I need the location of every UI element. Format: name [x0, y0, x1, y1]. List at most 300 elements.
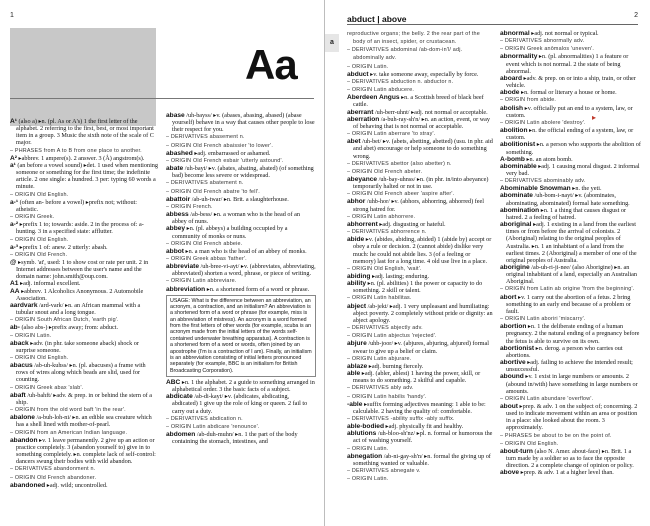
entry-note: – DERIVATIVES abjectly adv.: [347, 325, 423, 332]
column-left: [10, 118, 158, 489]
dictionary-entry: [10, 118, 158, 147]
entry-subline: [347, 190, 493, 198]
dictionary-entry: [347, 236, 493, 265]
dictionary-entry: [500, 264, 642, 285]
headword: abortionist: [500, 344, 535, 352]
definition: /ab-uh-ri-ji-nee/ (also Aborigine) ▸n. an original inhabitant of a land, especially an Australian Aboriginal.: [506, 264, 637, 286]
dictionary-entry: [166, 393, 316, 414]
entry-note: – DERIVATIVES abasement n.: [166, 134, 245, 141]
entry-subline: [10, 384, 158, 392]
entry-subline: [347, 324, 493, 332]
entry-note: – DERIVATIVES abdominal /ab-dom-in'l/ adj. abdominally adv.: [347, 47, 463, 62]
dictionary-entry: [10, 437, 158, 466]
headword: abnegation: [347, 452, 383, 460]
entry-subline: [500, 432, 642, 440]
definition: /uh-bree-vi-ayt/ ▸v. (abbreviates, abbreviating, abbreviated) shorten a word, phrase, or piece of writing.: [172, 263, 316, 278]
section-letters: Aa: [245, 41, 297, 88]
headword: about-turn: [500, 447, 533, 455]
headword: Aberdeen Angus: [347, 94, 400, 102]
definition: ▸adj. not normal or typical.: [531, 30, 599, 37]
definition: /uh-bet/ ▸v. (abets, abetting, abetted) (usu. in phr. aid and abet) encourage or help someone to do something wrong.: [353, 138, 493, 160]
entry-subline: [166, 415, 316, 423]
headword: A²: [10, 154, 17, 162]
definition: /uh-bayt/ ▸v. (abates, abating, abated) (of something bad) become less severe or widespread.: [172, 165, 314, 180]
definition: ▸n. an atom bomb.: [526, 155, 573, 163]
entry-note: – ORIGIN Old French abatre 'to fell'.: [166, 188, 260, 195]
headword: abbreviation: [166, 285, 206, 293]
dictionary-entry: [347, 198, 493, 212]
entry-subline: [500, 177, 642, 185]
entry-note: – DERIVATIVES abduction n. abductor n.: [347, 78, 454, 85]
dictionary-entry: [166, 248, 316, 255]
right-page: [325, 0, 650, 526]
dictionary-entry: [166, 112, 316, 133]
definition: ▸abbrev. 1 ampere(s). 2 answer. 3 (Å) angstrom(s).: [18, 154, 145, 162]
headword: abattoir: [166, 195, 191, 203]
definition: ▸n. a person who supports the abolition of something.: [506, 141, 641, 156]
entry-note: – ORIGIN Latin habilis 'handy'.: [347, 393, 427, 400]
entry-subline: [347, 213, 493, 221]
entry-subline: [10, 251, 158, 259]
column-left: [347, 30, 493, 483]
dictionary-entry: [347, 370, 493, 384]
entry-subline: [347, 228, 493, 236]
entry-note: – ORIGIN Latin abhorrere.: [347, 213, 416, 220]
headword: A-bomb: [500, 155, 525, 163]
definition: ▸adv. & prep. on or into a ship, train, or other vehicle.: [506, 74, 636, 90]
headword: abhorrent: [347, 220, 378, 228]
definition: /a-buh-ray-sh'n/ ▸n. an action, event, or way of behaving that is not normal or acceptable.: [353, 115, 490, 130]
entry-subline: [166, 203, 316, 211]
entry-note: – ORIGIN Latin abjectus 'rejected'.: [347, 333, 437, 340]
entry-note: – ORIGIN Old French abandoner.: [10, 474, 97, 481]
dictionary-entry: [10, 414, 158, 428]
dictionary-entry: [347, 363, 493, 370]
definition: ▸v. (abides, abiding, abided) 1 (abide by) accept or obey a rule or decision. 2 (cannot abide) dislike very much: he could not abide lies. 3 (of a feeling or memory) last for a long time. 4 old use live in a place.: [353, 236, 492, 265]
definition: /a-buh-loh-ni/ ▸n. an edible sea creature which has a shell lined with mother-of-pearl.: [16, 414, 152, 429]
entry-note: – ORIGIN Old French esbair 'utterly astound'.: [166, 157, 284, 164]
definition: ▸v. take someone away, especially by force.: [370, 70, 479, 78]
headword: abolish: [500, 104, 524, 112]
entry-note: – ORIGIN Old French abbeie.: [166, 240, 243, 247]
definition: /ard-vark/ ▸n. an African mammal with a tubular snout and a long tongue.: [16, 301, 141, 317]
dictionary-entry: [166, 150, 316, 157]
definition: ▸n. a shortened form of a word or phrase.: [206, 285, 310, 293]
entry-subline: [10, 191, 158, 199]
page-number: 1: [10, 12, 14, 19]
entry-note: – ORIGIN French.: [166, 203, 213, 210]
dictionary-entry: [500, 105, 642, 119]
headword: able-bodied: [347, 423, 384, 431]
definition: ▸prep. & adv. 1 at a higher level than.: [520, 469, 614, 477]
dictionary-entry: [347, 176, 493, 190]
dictionary-entry: [500, 469, 642, 476]
definition: ▸n. 1 a thing that causes disgust or hatred. 2 a feeling of hatred.: [506, 206, 627, 221]
definition: /uh-bloo-sh'nz/ ▸pl. n. formal or humorous the act of washing yourself.: [353, 430, 493, 445]
definition: /uh-berr-uhnt/ ▸adj. not normal or acceptable.: [374, 108, 488, 116]
headword: AA: [10, 287, 20, 295]
entry-note: – ORIGIN Greek abax 'slab'.: [10, 384, 84, 391]
page-number: 2: [634, 12, 638, 19]
dictionary-entry: [10, 155, 158, 162]
dictionary-entry: [500, 53, 642, 74]
entry-subline: [500, 285, 642, 293]
headword: abject: [347, 302, 367, 310]
dictionary-entry: [166, 286, 316, 293]
entry-subline: [10, 465, 158, 473]
definition: ▸adj. (abler, ablest) 1 having the power, skill, or means to do something. 2 skilful and capable.: [353, 370, 481, 385]
definition: ▸v. officially put an end to a system, law, or custom.: [506, 104, 633, 119]
definition: /uhb-hor/ ▸v. (abhors, abhorring, abhorred) feel strong hatred for.: [353, 198, 485, 213]
definition: (an before a vowel sound) ▸det. 1 used when mentioning someone or something for the first time; the indefinite article. 2 one single: a hundred. 3 per: typing 60 words a minute.: [16, 161, 158, 191]
entry-subline: [166, 255, 316, 263]
entry-subline: [347, 168, 493, 176]
dictionary-entry: [10, 324, 158, 331]
dictionary-entry: [166, 211, 316, 225]
headword: abbess: [166, 211, 189, 219]
dictionary-entry: [10, 199, 158, 213]
entry-subline: [500, 45, 642, 53]
definition: ▸n. derog. a person who carries out abortions.: [506, 344, 623, 359]
entry-note: – ORIGIN Greek abbas 'father'.: [166, 255, 247, 262]
definition: /ab-ni-gay-sh'n/ ▸n. formal the giving up of something wanted or valuable.: [353, 452, 491, 467]
entry-subline: [166, 142, 316, 150]
definition: /ab-jekt/ ▸adj. 1 very unpleasant and humiliating: abject poverty. 2 completely without pride or dignity: an abject apology.: [353, 302, 493, 324]
entry-subline: [10, 236, 158, 244]
headword: aboriginal: [500, 221, 532, 229]
definition: ▸adv. (in phr. take someone aback) shock or surprise someone.: [16, 339, 139, 354]
definition: (also a) ▸n. (pl. As or A's) 1 the first letter of the alphabet. 2 referring to the first, best, or most important item in a group. 3 Music the sixth note of the scale of C major.: [16, 118, 154, 147]
headword: able: [347, 370, 361, 378]
dictionary-entry: [10, 482, 158, 489]
dictionary-entry: [10, 244, 158, 251]
definition: ▸adj. physically fit and healthy.: [385, 423, 464, 431]
entry-subline: [347, 130, 493, 138]
entry-note: – ORIGIN Old French abeer 'aspire after'.: [347, 191, 455, 198]
dictionary-entry: [347, 94, 493, 108]
dictionary-entry: [500, 141, 642, 155]
headword: abnormality: [500, 53, 538, 61]
entry-subline: [10, 213, 158, 221]
definition: ▸n. a Scottish breed of black beef cattle.: [353, 94, 484, 109]
dictionary-entry: [347, 423, 493, 430]
definition: ▸n. a man who is the head of an abbey of monks.: [185, 247, 307, 255]
headword: abbey: [166, 225, 186, 233]
definition: ▸symb. 'at', used: 1 to show cost or rate per unit. 2 in Internet addresses between the user's name and the domain name: john.smith@oup.com.: [16, 258, 149, 281]
entry-subline: [347, 86, 493, 94]
dictionary-entry: [500, 345, 642, 359]
dictionary-entry: [10, 162, 158, 191]
entry-subline: [166, 423, 316, 431]
entry-subline: [10, 474, 158, 482]
dictionary-entry: [166, 225, 316, 239]
entry-note: – ORIGIN Old French.: [10, 251, 68, 258]
entry-note: – PHRASES from A to B from one place to another.: [10, 147, 142, 154]
definition: /uh-bom-i-nayt/ ▸v. (abominates, abominating, abominated) formal hate something.: [506, 192, 630, 207]
headword: abandoned: [10, 481, 46, 489]
entry-subline: [10, 147, 158, 155]
entry-note: – DERIVATIVES abandonment n.: [10, 466, 96, 473]
definition: (often an- before a vowel) ▸prefix not; without: atheistic.: [16, 198, 137, 213]
dictionary-entry: [347, 138, 493, 159]
definition: ▸n. the yeti.: [572, 185, 602, 193]
headword: A¹: [10, 118, 17, 125]
definition: ▸adj. lasting; enduring.: [372, 273, 430, 280]
entry-note: – ORIGIN Old English.: [10, 236, 69, 243]
entry-note: – ORIGIN Latin.: [10, 332, 52, 339]
headword: abase: [166, 112, 185, 119]
headword: abaft: [10, 391, 26, 399]
headword: aboard: [500, 74, 522, 82]
entry-note: – ORIGIN Old French abaissier 'to lower'.: [166, 142, 274, 149]
dictionary-entry: [10, 259, 158, 280]
entry-note: – ORIGIN Latin abducere.: [347, 87, 415, 94]
entry-note: – DERIVATIVES abnegate v.: [347, 468, 421, 475]
dictionary-entry: [347, 221, 493, 228]
guide-words: abduct | above: [347, 14, 407, 24]
definition: ▸adj. 1 causing moral disgust. 2 informal very bad.: [506, 162, 640, 177]
entries-bottom: [166, 379, 316, 445]
definition: ▸prefix 1 to; towards: aside. 2 in the process of: a-hunting. 3 in a specified state: afflutter.: [16, 221, 144, 236]
dictionary-entry: [500, 185, 642, 192]
dictionary-entry: [500, 403, 642, 432]
dictionary-entry: [10, 392, 158, 406]
headword: aberrant: [347, 108, 374, 116]
headword: about: [500, 402, 518, 410]
definition: ▸adj. informal excellent.: [19, 280, 81, 288]
dictionary-entry: [500, 323, 642, 344]
entry-note: – DERIVATIVES ably adv.: [347, 385, 414, 392]
headword: abeyance: [347, 175, 378, 183]
dictionary-entry: [347, 280, 493, 294]
dictionary-entry: [10, 362, 158, 383]
entry-note: – ORIGIN from the old word baft 'in the rear'.: [10, 407, 126, 414]
headword: abet: [347, 138, 361, 146]
definition: ▸n. (pl. abnormalities) 1 a feature or event which is not normal. 2 the state of being abnormal.: [506, 53, 629, 75]
dictionary-entry: [166, 379, 316, 393]
entry-note: – ORIGIN Old English, 'wait'.: [347, 265, 422, 272]
headword: abashed: [166, 149, 193, 157]
headword: abolition: [500, 127, 528, 135]
definition: ▸adj. failing to achieve the intended result; unsuccessful.: [506, 359, 633, 374]
header-rule: [347, 24, 638, 25]
headword: Abominable Snowman: [500, 185, 571, 193]
entry-note: – ORIGIN Latin aberrare 'to stray'.: [347, 131, 436, 138]
dictionary-entry: [10, 288, 158, 302]
column-right: [166, 112, 316, 445]
entry-subline: [166, 133, 316, 141]
entry-subline: [347, 355, 493, 363]
dictionary-entry: [347, 109, 493, 116]
dictionary-entry: [500, 207, 642, 221]
headword: ablaze: [347, 362, 368, 370]
headword: abdomen: [166, 430, 196, 438]
dictionary-entry: [500, 294, 642, 315]
entry-note: – ORIGIN Old English.: [10, 355, 69, 361]
entry-subline: [166, 157, 316, 165]
entry-subline: [347, 63, 493, 71]
entry-note: – PHRASES be about to be on the point of.: [500, 432, 612, 439]
headword: abbreviate: [166, 263, 199, 271]
dictionary-entry: [347, 340, 493, 354]
headword: abalone: [10, 414, 35, 422]
dictionary-entry: [347, 453, 493, 467]
cursor-mark-icon: ▸: [592, 113, 597, 122]
headword: abort: [500, 293, 517, 301]
dictionary-entry: [500, 192, 642, 206]
entry-subline: [347, 294, 493, 302]
definition: ▸abbrev. 1 Alcoholics Anonymous. 2 Automobile Association.: [16, 287, 144, 302]
entry-subline: [347, 30, 493, 46]
definition: ▸adj. disgusting or hateful.: [379, 220, 446, 228]
entry-subline: [347, 265, 493, 273]
definition: ▸n. the official ending of a system, law, or custom.: [506, 127, 634, 142]
definition: ▸n. 1 the deliberate ending of a human pregnancy. 2 the natural ending of a pregnancy before the fetus is able to survive on its own.: [506, 323, 640, 345]
definition: ▸suffix forming adjectives meaning: 1 able to be: calculable. 2 having the quality of: comfortable.: [353, 400, 486, 415]
headword: abound: [500, 373, 524, 381]
entries-top: [166, 112, 316, 293]
entry-subline: [347, 46, 493, 62]
headword: a-³: [10, 243, 19, 251]
definition: /ab-bess/ ▸n. a woman who is the head of an abbey of nuns.: [172, 211, 300, 226]
dictionary-entry: [347, 430, 493, 444]
entry-subline: [10, 332, 158, 340]
headword: a¹: [10, 161, 16, 169]
dictionary-entry: [10, 280, 158, 287]
entry-note: – DERIVATIVES abettor (also abetter) n.: [347, 160, 452, 167]
headword: abduct: [347, 70, 369, 78]
dictionary-entry: [500, 30, 642, 37]
headword: above: [500, 469, 520, 477]
definition: ▸prep. & adv. 1 on the subject of; concerning. 2 used to indicate movement within an area or position in a place: she looked about the room. 3 approximately.: [506, 402, 638, 432]
entry-note: – ORIGIN South African Dutch, 'earth pig'.: [10, 317, 119, 324]
entry-subline: [500, 395, 642, 403]
entry-note: – DERIVATIVES abatement n.: [166, 180, 244, 187]
dictionary-entry: [500, 373, 642, 394]
entry-note: – ORIGIN Latin abbreviare.: [166, 278, 237, 285]
section-decoration: [10, 28, 156, 126]
headword: @: [10, 258, 17, 266]
definition: /uh-bahft/ ▸adv. & prep. in or behind the stern of a ship.: [16, 391, 153, 406]
dictionary-entry: [500, 448, 642, 469]
definition: ▸adj. embarrassed or ashamed.: [194, 149, 271, 157]
entry-subline: [347, 393, 493, 401]
entry-note: – ORIGIN from abide.: [500, 97, 557, 104]
dictionary-entry: [500, 221, 642, 264]
headword: abjure: [347, 340, 367, 348]
dictionary-entry: [166, 165, 316, 179]
definition: /uh-bayss/ ▸v. (abases, abasing, abased) (abase yourself) behave in a way that causes other people to lose their respect for you.: [172, 112, 315, 134]
entry-subline: [347, 475, 493, 483]
headword: abiding: [347, 273, 371, 280]
definition: ▸n. 1 the alphabet. 2 a guide to something arranged in alphabetical order. 3 the basic facts of a subject.: [172, 378, 315, 394]
headword: ability: [347, 280, 367, 288]
definition: (also abs-) ▸prefix away; from: abduct.: [21, 324, 119, 332]
headword: abortive: [500, 359, 526, 367]
entry-note: – DERIVATIVES -ability suffix -ably suffix.: [347, 415, 455, 422]
entry-note: – ORIGIN Latin abjurare.: [347, 355, 412, 362]
definition: ▸n. (pl. abbeys) a building occupied by a community of monks or nuns.: [172, 225, 288, 240]
headword: abandon: [10, 436, 38, 444]
dictionary-entry: [166, 263, 316, 277]
entry-note: – ORIGIN Latin abdicare 'renounce'.: [166, 423, 260, 430]
entry-note: – DERIVATIVES abominably adv.: [500, 178, 586, 185]
dictionary-entry: [500, 127, 642, 141]
definition: ▸v. 1 carry out the abortion of a fetus. 2 bring something to an early end because of a problem or fault.: [506, 293, 631, 315]
dictionary-entry: [347, 273, 493, 280]
definition: /ab-uh-twar/ ▸n. Brit. a slaughterhouse.: [191, 195, 289, 203]
definition: /uh-bay-uhnss/ ▸n. (in phr. in/into abeyance) temporarily halted or not in use.: [353, 175, 489, 191]
section-rule: [10, 98, 314, 99]
entry-note: – ORIGIN Latin.: [347, 445, 389, 452]
dictionary-entry: [347, 116, 493, 130]
definition: ▸n. formal or literary a house or home.: [520, 89, 617, 97]
dictionary-entry: [10, 340, 158, 354]
headword: ab-: [10, 324, 20, 332]
headword: abdicate: [166, 393, 193, 401]
entry-note: – ORIGIN Latin.: [347, 476, 389, 483]
definition: (also N. Amer. about-face) ▸n. Brit. 1 a turn made by a soldier so as to face the opposite direction. 2 a complete change of opinion or policy.: [506, 447, 634, 470]
headword: abacus: [10, 362, 33, 370]
headword: -able: [347, 400, 363, 408]
headword: A1: [10, 280, 19, 288]
entry-note: reproductive organs; the belly. 2 the rear part of the body of an insect, spider, or crustacean.: [347, 31, 480, 46]
dictionary-entry: [10, 302, 158, 316]
headword: abomination: [500, 206, 540, 214]
usage-note: USAGE: What is the difference between an abbreviation, an acronym, a contraction, and an initialism? An abbreviation is a shortened form of a word or phrase (for example, miss is an abbreviation of mistress). An acronym is a word formed from the first letters of other words (for example, scuba is an acronym made from the initial letters of the words self-contained underwater breathing apparatus). A contraction is a shortened form of a word or words, often joined by an apostrophe (I'm is a contraction of I am). Finally, an initialism is an abbreviation consisting of initial letters pronounced separately (for example, BBC is an initialism for British Broadcasting Corporation).: [166, 295, 316, 377]
entry-subline: [347, 415, 493, 423]
definition: ▸v. 1 exist in large numbers or amounts. 2 (abound in/with) have something in large numbers or amounts.: [506, 373, 638, 395]
entry-subline: [166, 240, 316, 248]
headword: aberration: [347, 115, 380, 123]
definition: ▸n. (pl. abilities) 1 the power or capacity to do something. 2 skill or talent.: [353, 280, 483, 295]
headword: abolitionist: [500, 141, 536, 149]
entry-note: – DERIVATIVES abnormally adv.: [500, 38, 585, 45]
dictionary-entry: [347, 71, 493, 78]
column-right: [500, 30, 642, 477]
entry-subline: [500, 315, 642, 323]
headword: a-²: [10, 221, 19, 229]
headword: abate: [166, 165, 184, 173]
thumb-index-tab: a: [325, 34, 339, 52]
entry-subline: [347, 332, 493, 340]
entry-note: – DERIVATIVES abdication n.: [166, 415, 243, 422]
dictionary-entry: [500, 89, 642, 96]
headword: a-¹: [10, 198, 19, 206]
entry-note: – ORIGIN Latin habilitas.: [347, 295, 412, 302]
dictionary-entry: [10, 221, 158, 235]
entry-note: – ORIGIN Old English.: [500, 440, 559, 447]
dictionary-entry: [500, 163, 642, 177]
definition: /uhb-joor/ ▸v. (abjures, abjuring, abjured) formal swear to give up a belief or claim.: [353, 340, 489, 355]
dictionary-entry: [500, 359, 642, 373]
dictionary-entry: [166, 431, 316, 445]
entry-subline: [10, 354, 158, 362]
dictionary-entry: [500, 156, 642, 163]
entry-subline: [347, 467, 493, 475]
headword: abhor: [347, 198, 366, 206]
entry-note: – ORIGIN Old French abeter.: [347, 168, 423, 175]
entry-note: – ORIGIN Old English.: [10, 191, 69, 198]
entry-subline: [347, 445, 493, 453]
entry-subline: [500, 96, 642, 104]
entry-subline: [10, 316, 158, 324]
headword: aback: [10, 339, 29, 347]
headword: abode: [500, 89, 520, 97]
definition: ▸adj. wild; uncontrolled.: [46, 481, 108, 489]
entry-note: – ORIGIN Greek anōmalos 'uneven'.: [500, 46, 595, 53]
headword: abortion: [500, 323, 527, 331]
